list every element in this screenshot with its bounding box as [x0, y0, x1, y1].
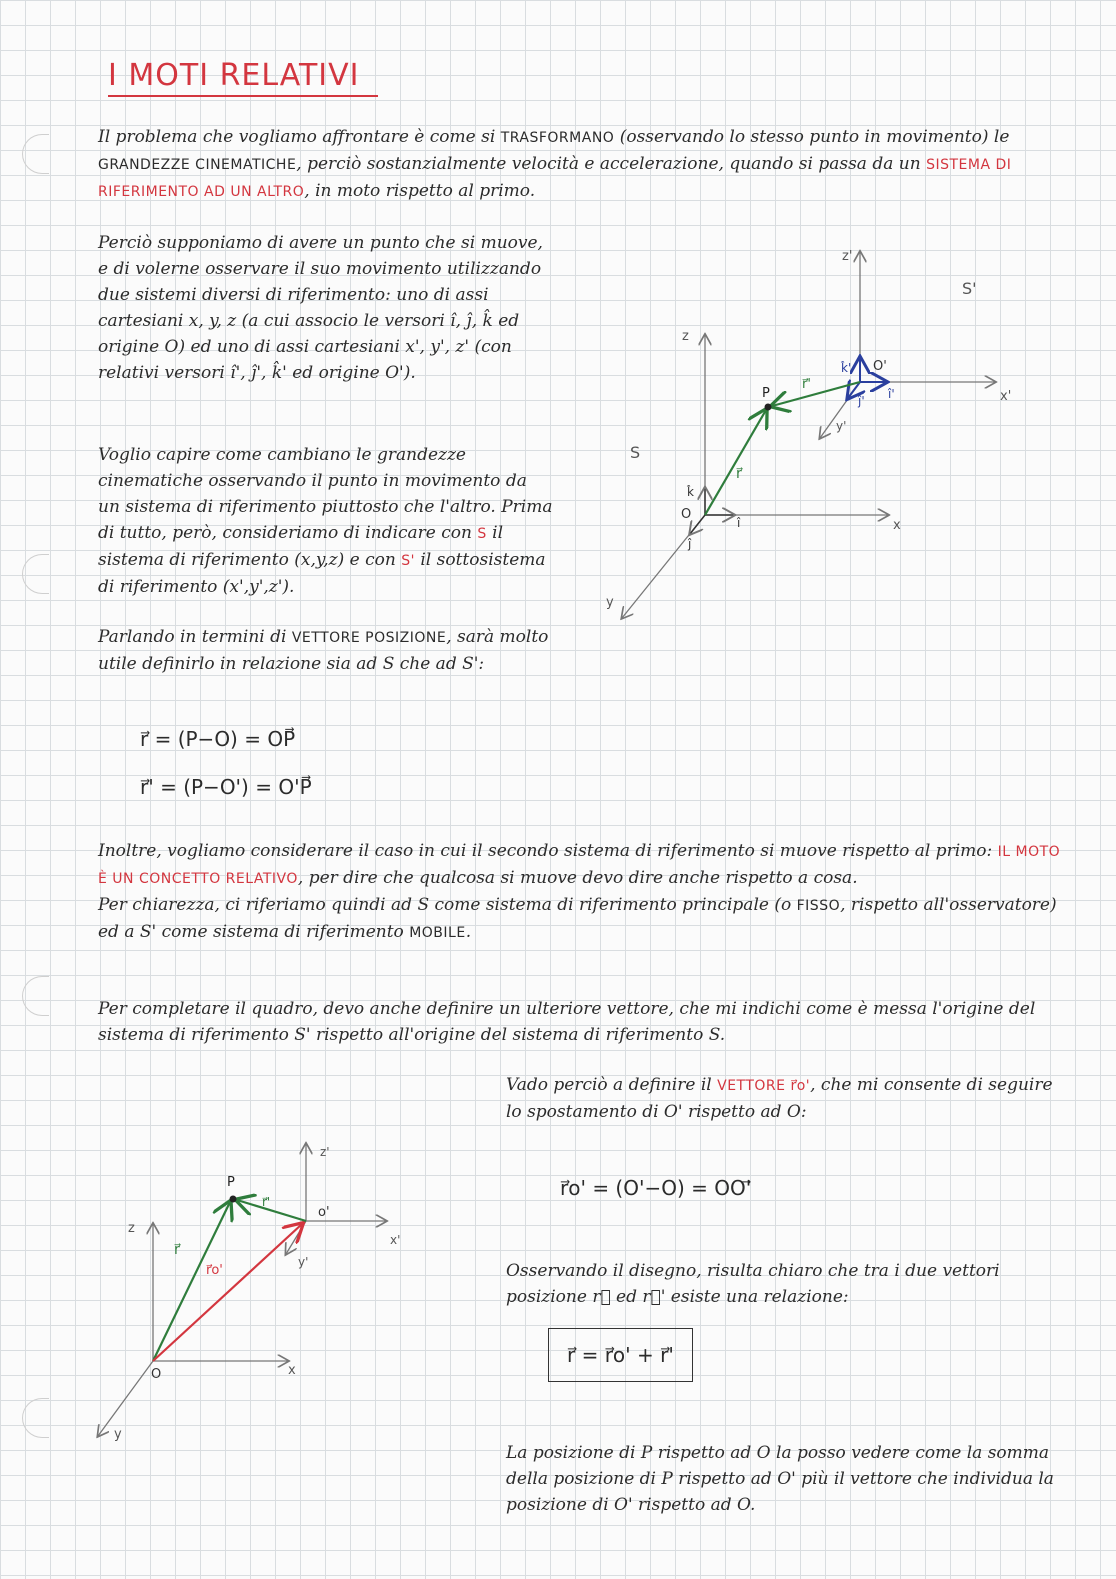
- label-system-s: S: [630, 443, 641, 462]
- label-z-prime-fig2: z': [320, 1145, 330, 1159]
- posizione-text-b: , sarà molto utile definirlo in relazione sia ad S che ad S':: [98, 627, 549, 674]
- sistemi-text-a: Voglio capire come cambiano le grandezze cinematiche osservando il punto in movimento da un sistema di riferimento piuttosto che l'altro. Prima di tutto, però, consideriamo di indicare con: [98, 445, 553, 543]
- paragraph-vettore-ro: [506, 1072, 1066, 1125]
- figure-relazione-vettori: [90, 1136, 420, 1446]
- axis-y-prime-fig2: [286, 1221, 306, 1254]
- moto-text-a: Inoltre, vogliamo considerare il caso in cui il secondo sistema di riferimento si muove rispetto al primo:: [98, 841, 993, 861]
- label-versor-i-prime: î': [888, 387, 895, 401]
- label-versor-i: î: [737, 516, 741, 530]
- binder-hole-1: [22, 134, 49, 174]
- vector-r-prime-fig2: [237, 1200, 306, 1221]
- label-x-fig2: x: [288, 1363, 296, 1378]
- vector-r-prime: [772, 382, 860, 406]
- label-versor-k-prime: k̂': [841, 361, 852, 375]
- axes-s-fig2: [98, 1224, 288, 1436]
- label-y-prime: y': [836, 419, 847, 433]
- label-x-prime-fig2: x': [390, 1233, 401, 1247]
- label-y-fig2: y: [114, 1427, 122, 1442]
- paragraph-sistemi: [98, 442, 553, 600]
- label-x-prime: x': [1000, 389, 1012, 404]
- label-p: P: [762, 386, 770, 401]
- label-z-fig2: z: [128, 1221, 135, 1236]
- label-y-prime-fig2: y': [298, 1255, 309, 1269]
- point-p: [765, 404, 772, 411]
- binder-hole-3: [22, 976, 49, 1016]
- paragraph-quadro: Per completare il quadro, devo anche definire un ulteriore vettore, che mi indichi come è messa l'origine del sistema di riferimento S' rispetto all'origine del sistema di riferimento S.: [98, 999, 1036, 1045]
- paragraph-assi: Perciò supponiamo di avere un punto che si muove, e di volerne osservare il suo movimento utilizzando due sistemi diversi di riferimento: uno di assi cartesiani x, y, z (a cui associo le versori î, ĵ, k̂ ed origine O) ed uno di assi cartesiani x', y', z' (con relativi versori î', ĵ', k̂' ed origine O').: [98, 233, 543, 383]
- label-o-fig2: O: [151, 1367, 162, 1382]
- axes-s-prime-fig2: [286, 1144, 386, 1254]
- intro-text-4: , in moto rispetto al primo.: [304, 181, 536, 201]
- intro-paragraph: [98, 124, 1066, 205]
- label-z-prime: z': [842, 249, 853, 264]
- binder-hole-4: [22, 1398, 49, 1438]
- axes-s: [622, 335, 888, 618]
- page-title: I MOTI RELATIVI: [108, 58, 378, 97]
- paragraph-relazione: Osservando il disegno, risulta chiaro che tra i due vettori posizione r⃗ ed r⃗' esiste una relazione:: [506, 1261, 1000, 1307]
- label-vector-r-fig2: r⃗: [174, 1242, 180, 1258]
- ro-text-b: , che mi consente di seguire lo spostamento di O' rispetto ad O:: [506, 1075, 1053, 1122]
- moto-text-c: Per chiarezza, ci riferiamo quindi ad S come sistema di riferimento principale (o: [98, 895, 792, 915]
- equation-ro: r⃗o' = (O'−O) = OO'⃗: [560, 1176, 752, 1200]
- posizione-text-a: Parlando in termini di: [98, 627, 287, 647]
- equation-r: r⃗ = (P−O) = OP⃗: [140, 727, 296, 751]
- label-versor-k: k̂: [687, 485, 694, 499]
- keyword-moto-relativo: IL MOTO È UN CONCETTO RELATIVO: [98, 844, 1061, 887]
- point-p-fig2: [230, 1196, 237, 1203]
- label-s-prime: S': [401, 553, 415, 569]
- label-versor-j-prime: ĵ': [858, 394, 865, 408]
- label-versor-j: ĵ: [688, 537, 692, 551]
- paragraph-moto-relativo: [98, 838, 1073, 946]
- keyword-grandezze: GRANDEZZE CINEMATICHE: [98, 157, 297, 173]
- keyword-vettore-posizione: VETTORE POSIZIONE: [291, 630, 447, 646]
- label-vector-r-prime-fig2: r⃗': [262, 1195, 271, 1209]
- moto-text-e: .: [465, 922, 472, 942]
- ro-text-a: Vado perciò a definire il: [506, 1075, 712, 1095]
- keyword-trasformano: TRASFORMANO: [500, 130, 615, 146]
- paragraph-conclusione: La posizione di P rispetto ad O la posso vedere come la somma della posizione di P rispetto ad O' più il vettore che individua la posizione di O' rispetto ad O.: [506, 1443, 1054, 1515]
- vector-r-fig2: [153, 1202, 230, 1361]
- label-o: O: [681, 507, 692, 522]
- moto-text-b: , per dire che qualcosa si muove devo dire anche rispetto a cosa.: [297, 868, 858, 888]
- label-vector-r-prime: r⃗': [802, 377, 811, 392]
- intro-text-2: (osservando lo stesso punto in movimento) le: [619, 127, 1010, 147]
- keyword-mobile: MOBILE: [409, 925, 466, 941]
- versor-j: [690, 515, 705, 534]
- binder-hole-2: [22, 554, 49, 594]
- label-o-prime-fig2: o': [318, 1205, 330, 1220]
- keyword-vettore-ro: VETTORE r⃗o': [717, 1078, 811, 1094]
- sistemi-text-b: il sistema di riferimento (x,y,z) e con: [98, 523, 504, 570]
- intro-text-1: Il problema che vogliamo affrontare è come si: [98, 127, 496, 147]
- label-z: z: [682, 329, 689, 344]
- sistemi-text-c: il sottosistema di riferimento (x',y',z').: [98, 550, 546, 597]
- equation-relazione-box: r⃗ = r⃗o' + r⃗': [548, 1328, 693, 1382]
- moto-text-d: , rispetto all'osservatore) ed a S' come sistema di riferimento: [98, 895, 1057, 942]
- label-p-fig2: P: [227, 1175, 235, 1190]
- label-vector-r-o-prime-fig2: r⃗o': [206, 1263, 223, 1278]
- vector-r: [705, 410, 766, 515]
- keyword-sistema: SISTEMA DI RIFERIMENTO AD UN ALTRO: [98, 157, 1012, 200]
- axis-y-fig2: [98, 1361, 153, 1436]
- paragraph-vettore-posizione: [98, 624, 553, 677]
- equation-r-prime: r⃗' = (P−O') = O'P⃗: [140, 775, 312, 799]
- keyword-fisso: FISSO: [796, 898, 841, 914]
- figure-sistemi-riferimento: [590, 240, 1030, 630]
- label-system-s-prime: S': [962, 279, 977, 298]
- label-vector-r: r⃗: [736, 466, 742, 482]
- label-y: y: [606, 595, 614, 610]
- label-s: S: [477, 526, 487, 542]
- label-x: x: [893, 518, 901, 533]
- label-o-prime: O': [873, 359, 887, 374]
- intro-text-3: , perciò sostanzialmente velocità e accelerazione, quando si passa da un: [296, 154, 921, 174]
